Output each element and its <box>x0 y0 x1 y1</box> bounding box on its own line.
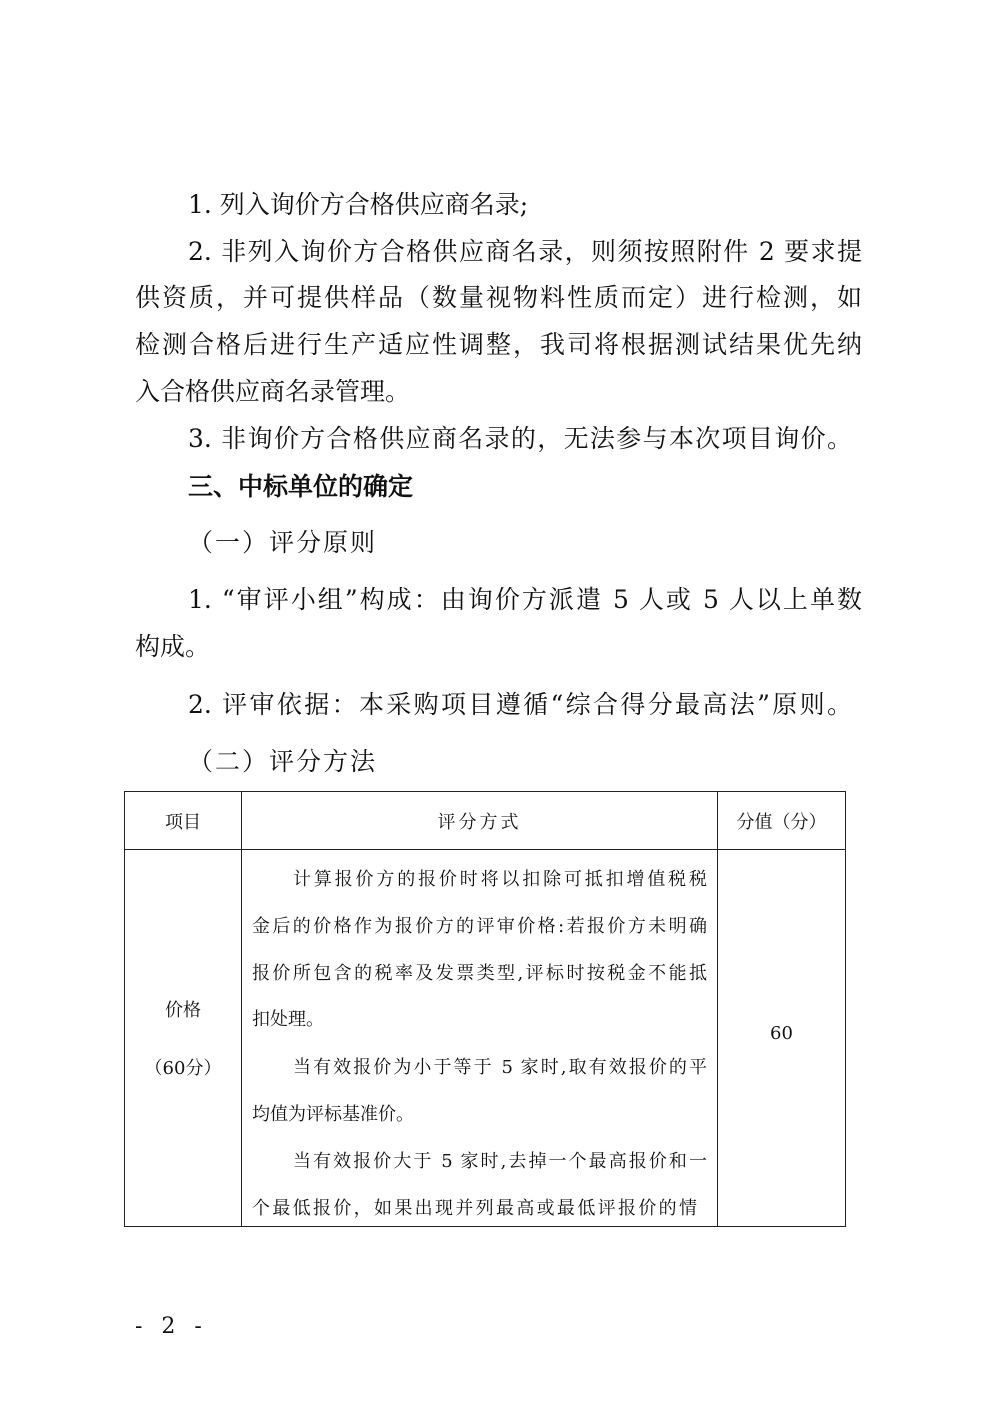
method-line: 当有效报价大于 5 家时,去掉一个最高报价和一 <box>293 1151 707 1172</box>
method-line: 计算报价方的报价时将以扣除可抵扣增值税税 <box>293 869 707 890</box>
body-line: 入合格供应商名录管理。 <box>135 377 411 406</box>
body-line: 3. 非询价方合格供应商名录的，无法参与本次项目询价。 <box>188 424 852 453</box>
method-line: 当有效报价为小于等于 5 家时,取有效报价的平 <box>293 1057 707 1078</box>
method-line: 个最低报价，如果出现并列最高或最低评报价的情 <box>252 1198 697 1219</box>
paragraph-1: 1. “审评小组”构成：由询价方派遣 5 人或 5 人以上单数 <box>188 585 862 614</box>
method-line: 扣处理。 <box>252 1009 324 1030</box>
body-line: 供资质，并可提供样品（数量视物料性质而定）进行检测，如 <box>135 283 862 312</box>
cell-item <box>125 850 242 1227</box>
paragraph-1-cont: 构成。 <box>135 632 211 661</box>
cell-score: 60 <box>718 850 846 1227</box>
body-line: 检测合格后进行生产适应性调整，我司将根据测试结果优先纳 <box>135 330 862 359</box>
cell-method <box>242 850 718 1227</box>
scoring-table <box>124 791 846 1227</box>
method-line: 报价所包含的税率及发票类型,评标时按税金不能抵 <box>252 963 707 984</box>
subheading-principles: （一）评分原则 <box>188 528 378 557</box>
method-line: 均值为评标基准价。 <box>252 1104 414 1125</box>
body-line: 2. 非列入询价方合格供应商名录，则须按照附件 2 要求提 <box>188 237 862 266</box>
method-line: 金后的价格作为报价方的评审价格:若报价方未明确 <box>252 916 707 937</box>
item-name: 价格 <box>165 1000 201 1021</box>
section-heading: 三、中标单位的确定 <box>188 472 414 501</box>
header-score: 分值（分） <box>718 792 846 850</box>
header-method: 评分方式 <box>242 792 718 850</box>
header-item: 项目 <box>125 792 242 850</box>
subheading-method: （二）评分方法 <box>188 747 378 776</box>
item-points: （60分） <box>144 1058 222 1079</box>
page-number: - 2 - <box>135 1314 208 1339</box>
body-line: 1. 列入询价方合格供应商名录; <box>188 190 529 219</box>
paragraph-2: 2. 评审依据：本采购项目遵循“综合得分最高法”原则。 <box>188 690 852 719</box>
